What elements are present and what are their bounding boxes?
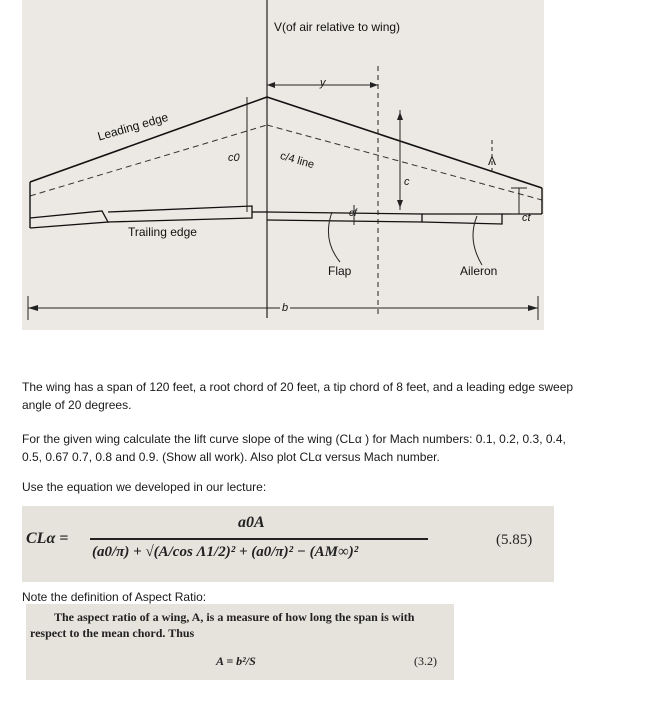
span-label: b — [282, 302, 289, 314]
flap-chord-label: cf — [349, 208, 357, 219]
equation-numerator: a0A — [238, 514, 265, 531]
aspect-ratio-formula: A = b²/S — [216, 654, 256, 668]
fraction-bar — [90, 538, 428, 540]
left-flap-outline — [108, 206, 252, 222]
aileron-label: Aileron — [460, 264, 498, 278]
aspect-ratio-equation-number: (3.2) — [414, 654, 437, 668]
y-label: y — [320, 77, 326, 89]
right-aileron-outline — [422, 214, 502, 224]
equation-denominator: (a0/π) + √(A/cos Λ1/2)² + (a0/π)² − (AM∞)² — [92, 544, 359, 560]
leading-edge-label: Leading edge — [96, 109, 170, 144]
trailing-edge-label: Trailing edge — [128, 225, 197, 239]
quarter-chord-label: c/4 line — [278, 150, 316, 172]
problem-text-line-5: Use the equation we developed in our lecture: — [22, 480, 267, 494]
root-chord-label: c0 — [228, 152, 240, 164]
local-chord-label: c — [404, 176, 410, 188]
aspect-ratio-definition — [26, 604, 454, 680]
problem-text-line-3: For the given wing calculate the lift curve slope of the wing (CLα ) for Mach numbers: 0.1, 0.2, 0.3, 0.4, — [22, 432, 566, 446]
problem-text-line-4: 0.5, 0.67 0.7, 0.8 and 0.9. (Show all work). Also plot CLα versus Mach number. — [22, 450, 440, 464]
left-aileron-outline — [30, 211, 108, 228]
problem-text-line-2: angle of 20 degrees. — [22, 398, 132, 412]
right-flap-outline — [267, 212, 422, 222]
problem-text-line-1: The wing has a span of 120 feet, a root chord of 20 feet, a tip chord of 8 feet, and a leading edge sweep — [22, 380, 574, 394]
note-text-line-2: respect to the mean chord. Thus — [30, 626, 195, 640]
wing-planform-figure — [22, 0, 544, 330]
velocity-label: V(of air relative to wing) — [274, 20, 401, 34]
lift-curve-slope-equation — [22, 506, 554, 582]
note-text-line-1: The aspect ratio of a wing, A, is a measure of how long the span is with — [54, 610, 415, 624]
tip-chord-label: ct — [522, 212, 531, 224]
flap-label: Flap — [328, 264, 352, 278]
sweep-angle-label: Λ — [488, 154, 497, 168]
equation-number: (5.85) — [496, 532, 533, 548]
leading-edge-left — [30, 97, 267, 182]
note-heading: Note the definition of Aspect Ratio: — [22, 590, 207, 604]
wing-planform-drawing — [22, 0, 544, 330]
equation-lhs: CLα = — [26, 530, 69, 547]
leading-edge-right — [267, 97, 542, 188]
